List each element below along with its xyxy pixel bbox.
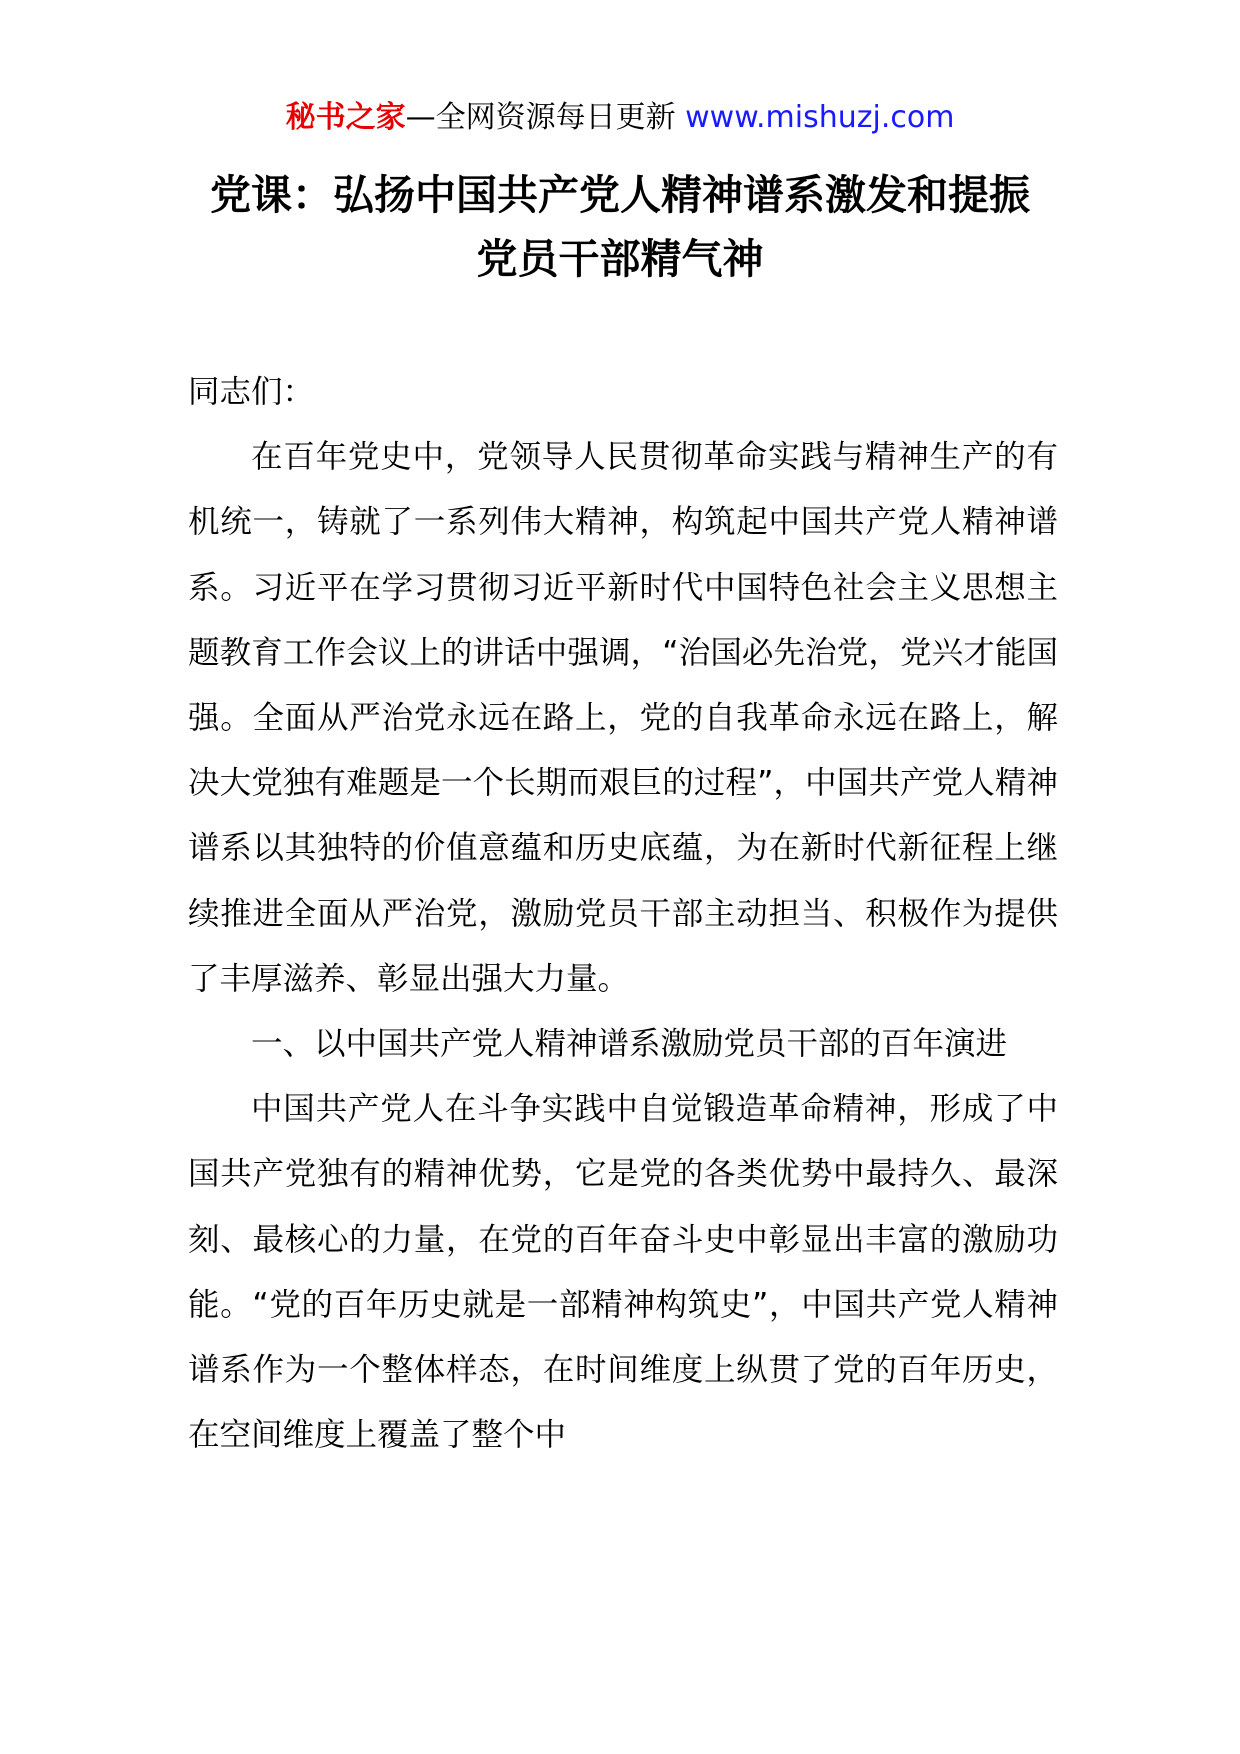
greeting: 同志们： (188, 374, 315, 410)
document-title-line-2: 党员干部精气神 (476, 235, 764, 283)
section-heading-1: 一、以中国共产党人精神谱系激励党员干部的百年演进 (251, 1026, 1008, 1063)
document-title-line-1: 党课：弘扬中国共产党人精神谱系激发和提振 (210, 171, 1030, 219)
body-paragraph-2: 中国共产党人在斗争实践中自觉锻造革命精神，形成了中国共产党独有的精神优势，它是党的各类优势中最持久、最深刻、最核心的力量，在党的百年奋斗史中彰显出丰富的激励功能。“党的百年历史就是一部精神构筑史”，中国共产党人精神谱系作为一个整体样态，在时间维度上纵贯了党的百年历史，在空间维度上覆盖了整个中 (188, 1091, 1058, 1454)
site-brand: 秘书之家 (285, 100, 406, 135)
document-title (0, 163, 1240, 291)
document-body (188, 360, 1058, 1468)
site-tagline: —全网资源每日更新 (405, 100, 676, 135)
site-url-link[interactable]: www.mishuzj.com (685, 100, 955, 135)
site-header (0, 98, 1240, 138)
body-paragraph-1: 在百年党史中，党领导人民贯彻革命实践与精神生产的有机统一，铸就了一系列伟大精神，构筑起中国共产党人精神谱系。习近平在学习贯彻习近平新时代中国特色社会主义思想主题教育工作会议上的讲话中强调，“治国必先治党，党兴才能国强。全面从严治党永远在路上，党的自我革命永远在路上，解决大党独有难题是一个长期而艰巨的过程”，中国共产党人精神谱系以其独特的价值意蕴和历史底蕴，为在新时代新征程上继续推进全面从严治党，激励党员干部主动担当、积极作为提供了丰厚滋养、彰显出强大力量。 (188, 439, 1058, 997)
